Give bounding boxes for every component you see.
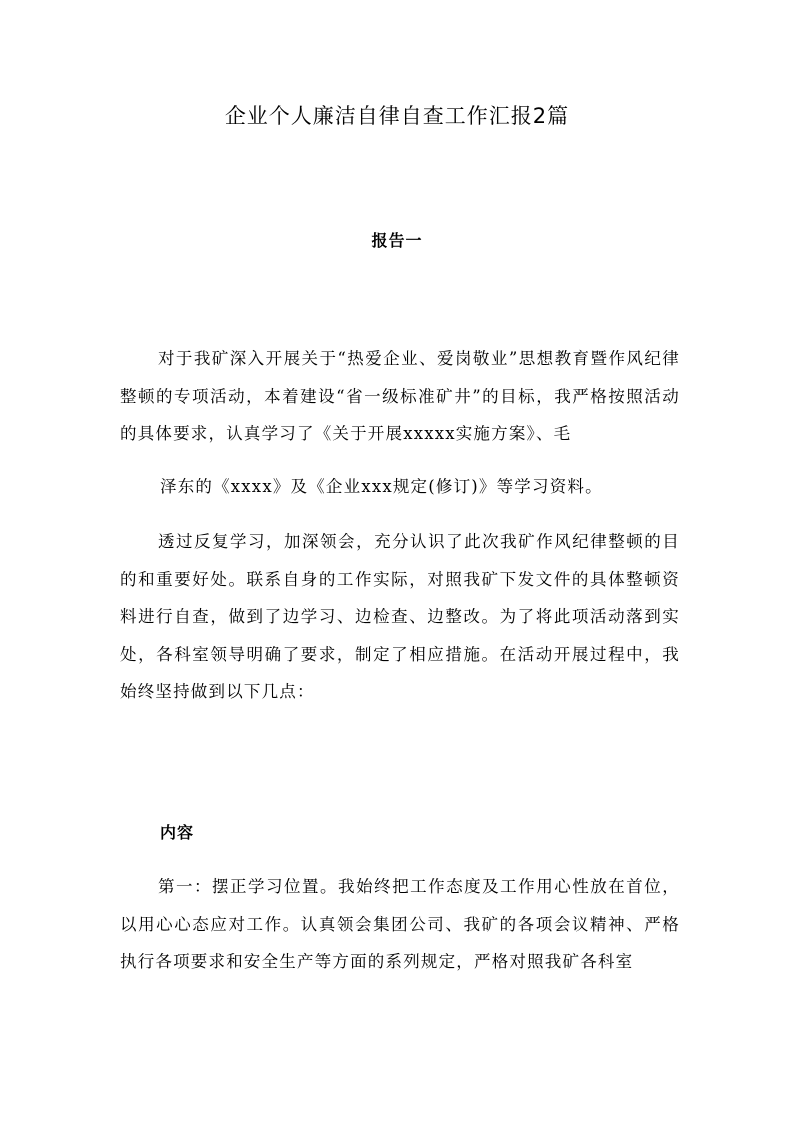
report-heading: 报告一 [371, 231, 423, 250]
paragraph-3: 第一：摆正学习位置。我始终把工作态度及工作用心性放在首位，以用心心态应对工作。认真领会集团公司、我矿的各项会议精神、严格执行各项要求和安全生产等方面的系列规定，严格对照我矿各科室 [120, 877, 680, 971]
paragraph-2: 透过反复学习，加深领会，充分认识了此次我矿作风纪律整顿的目的和重要好处。联系自身的工作实际，对照我矿下发文件的具体整顿资料进行自查，做到了边学习、边检查、边整改。为了将此项活动落到实处，各科室领导明确了要求，制定了相应措施。在活动开展过程中，我始终坚持做到以下几点： [120, 532, 680, 701]
content-heading: 内容 [160, 823, 195, 842]
paragraph-1-continuation: 泽东的《xxxx》及《企业xxx规定(修订)》等学习资料。 [160, 477, 603, 496]
document-title: 企业个人廉洁自律自查工作汇报2篇 [224, 104, 570, 128]
paragraph-1: 对于我矿深入开展关于“热爱企业、爱岗敬业”思想教育暨作风纪律整顿的专项活动，本着建设“省一级标准矿井”的目标，我严格按照活动的具体要求，认真学习了《关于开展xxxxx实施方案》、毛 [120, 349, 680, 443]
